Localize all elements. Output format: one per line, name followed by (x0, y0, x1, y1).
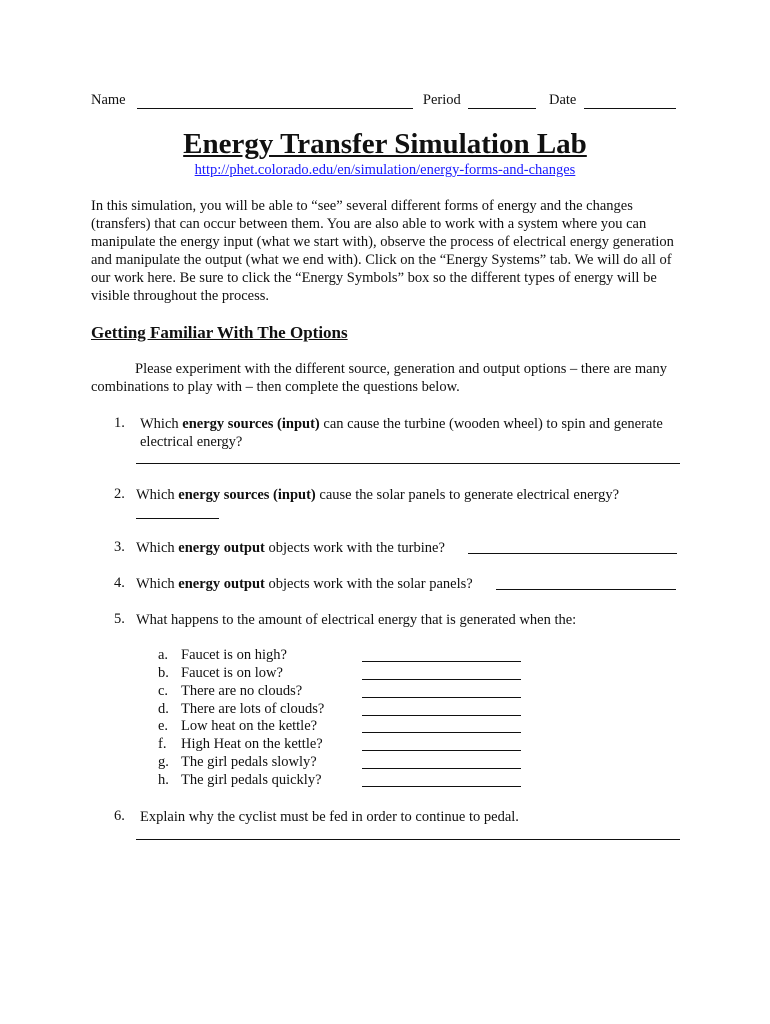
answer-line-5d[interactable] (362, 715, 521, 716)
answer-line-2[interactable] (136, 518, 219, 519)
question-3-post: objects work with the turbine? (264, 540, 445, 556)
answer-line-4[interactable] (496, 589, 676, 590)
sub-item-letter: a. (158, 647, 169, 663)
answer-line-5b[interactable] (362, 679, 521, 680)
question-5: What happens to the amount of electrical energy that is generated when the: (136, 612, 577, 628)
name-label: Name (91, 92, 126, 108)
sub-item-letter: b. (158, 665, 169, 681)
sub-item-text: Faucet is on high? (181, 647, 287, 663)
date-field[interactable] (584, 94, 676, 109)
sub-item-letter: d. (158, 701, 169, 717)
simulation-link[interactable]: http://phet.colorado.edu/en/simulation/energy-forms-and-changes (194, 162, 576, 178)
question-1-number: 1. (114, 415, 125, 431)
question-1 (140, 415, 685, 451)
page-title: Energy Transfer Simulation Lab (183, 128, 587, 160)
answer-line-6[interactable] (136, 839, 680, 840)
sub-item-letter: e. (158, 718, 169, 734)
answer-line-1[interactable] (136, 463, 680, 464)
question-3-pre: Which (136, 540, 179, 556)
question-5-number: 5. (114, 611, 125, 627)
question-2-number: 2. (114, 486, 125, 502)
answer-line-5h[interactable] (362, 786, 521, 787)
question-1-post: can cause the turbine (wooden wheel) to spin and generate electrical energy? (140, 416, 663, 450)
sub-item-text: There are no clouds? (181, 683, 303, 699)
answer-line-5a[interactable] (362, 661, 521, 662)
section-paragraph-text: Please experiment with the different source, generation and output options – there are many combinations to play with – then complete the questions below. (91, 361, 668, 395)
date-label: Date (548, 92, 577, 108)
header-fields (91, 92, 691, 112)
sub-item-text: High Heat on the kettle? (181, 736, 323, 752)
question-6-number: 6. (114, 808, 125, 824)
sub-item-text: The girl pedals quickly? (181, 772, 322, 788)
period-label: Period (422, 92, 461, 108)
name-field[interactable] (137, 94, 413, 109)
question-2-pre: Which (136, 487, 179, 503)
sub-item-text: Faucet is on low? (181, 665, 283, 681)
section-heading: Getting Familiar With The Options (91, 323, 348, 342)
question-4-number: 4. (114, 575, 125, 591)
sub-item-letter: h. (158, 772, 169, 788)
period-field[interactable] (468, 94, 536, 109)
question-3-number: 3. (114, 539, 125, 555)
sub-item-letter: g. (158, 754, 169, 770)
answer-line-5f[interactable] (362, 750, 521, 751)
question-4 (136, 575, 473, 593)
sub-item-text: The girl pedals slowly? (181, 754, 317, 770)
question-1-bold: energy sources (input) (182, 416, 320, 432)
answer-line-5c[interactable] (362, 697, 521, 698)
question-1-pre: Which (140, 416, 183, 432)
sub-item-text: Low heat on the kettle? (181, 718, 318, 734)
answer-line-5e[interactable] (362, 732, 521, 733)
question-4-post: objects work with the solar panels? (264, 576, 473, 592)
answer-line-5g[interactable] (362, 768, 521, 769)
question-6: Explain why the cyclist must be fed in order to continue to pedal. (140, 809, 519, 825)
question-2-bold: energy sources (input) (178, 487, 316, 503)
question-4-bold: energy output (178, 576, 265, 592)
question-3 (136, 539, 445, 557)
sub-item-letter: c. (158, 683, 169, 699)
question-2 (136, 486, 686, 504)
intro-paragraph: In this simulation, you will be able to “see” several different forms of energy and the changes (transfers) that can occur between them. You are also able to work with a system where you can manipulate the energy input (what we start with), observe the process of electrical energy generation and manipulate the output (what we end with). Click on the “Energy Systems” tab. We will do all of our work here. Be sure to click the “Energy Symbols” box so the different types of energy will be visible throughout the process. (91, 198, 674, 304)
sub-item-text: There are lots of clouds? (181, 701, 325, 717)
section-paragraph (91, 360, 691, 396)
question-3-bold: energy output (178, 540, 265, 556)
sub-item-letter: f. (158, 736, 167, 752)
question-2-post: cause the solar panels to generate electrical energy? (315, 487, 620, 503)
question-4-pre: Which (136, 576, 179, 592)
answer-line-3[interactable] (468, 553, 677, 554)
